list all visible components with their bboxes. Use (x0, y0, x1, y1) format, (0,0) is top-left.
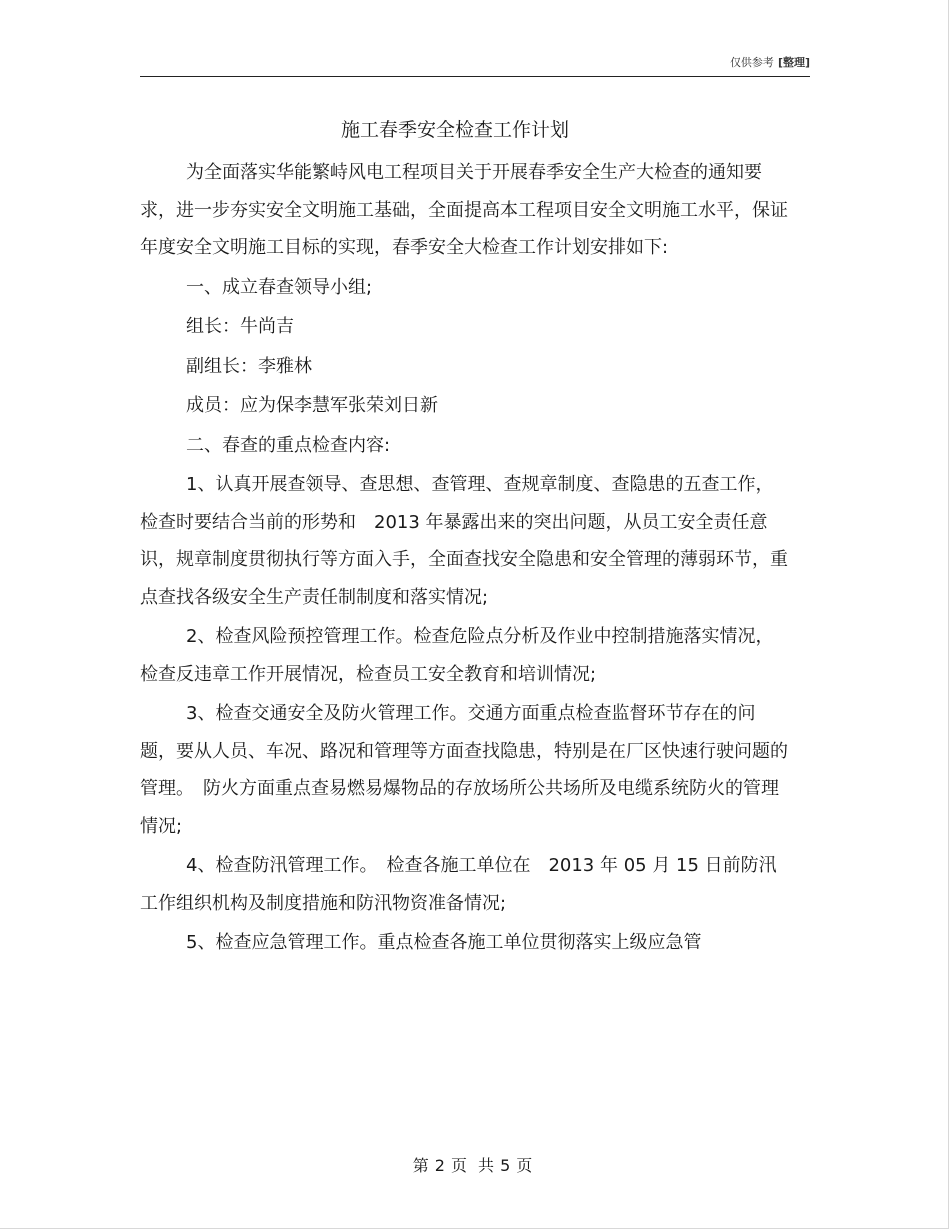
item-2-paragraph: 2、检查风险预控管理工作。检查危险点分析及作业中控制措施落实情况，检查反违章工作开展情况，检查员工安全教育和培训情况; (140, 626, 774, 685)
item-1-paragraph: 1、认真开展查领导、查思想、查管理、查规章制度、查隐患的五查工作，检查时要结合当前的形势和 2013 年暴露出来的突出问题，从员工安全责任意识，规章制度贯彻执行等方面入手，全面查找安全隐患和安全管理的薄弱环节，重点查找各级安全生产责任制制度和落实情况; (140, 474, 788, 608)
header-note: 仅供参考 (729, 56, 774, 69)
footer-total-pages: 5 (500, 1156, 511, 1175)
page-footer (0, 1155, 945, 1177)
team-members: 成员：应为保李慧军张荣刘日新 (186, 395, 438, 416)
team-leader: 组长：牛尚吉 (186, 316, 294, 337)
footer-page-unit: 页 (450, 1156, 467, 1175)
footer-total-prefix: 共 (478, 1156, 495, 1175)
document-body (140, 154, 790, 964)
section-two-heading: 二、春查的重点检查内容: (186, 434, 391, 456)
page-header (140, 54, 810, 77)
intro-paragraph: 为全面落实华能繁峙风电工程项目关于开展春季安全生产大检查的通知要求，进一步夯实安全文明施工基础，全面提高本工程项目安全文明施工水平，保证年度安全文明施工目标的实现，春季安全大检查工作计划安排如下: (140, 162, 788, 258)
item-5-paragraph: 5、检查应急管理工作。重点检查各施工单位贯彻落实上级应急管 (186, 932, 702, 953)
document-title: 施工春季安全检查工作计划 (340, 119, 569, 141)
header-tag: [整理] (777, 56, 810, 69)
item-4-paragraph: 4、检查防汛管理工作。 检查各施工单位在 2013 年 05 月 15 日前防汛工作组织机构及制度措施和防汛物资准备情况; (140, 855, 777, 914)
footer-page-number: 2 (434, 1156, 445, 1175)
section-one-heading: 一、成立春查领导小组; (186, 276, 373, 298)
item-3-paragraph: 3、检查交通安全及防火管理工作。交通方面重点检查监督环节存在的问题，要从人员、车况、路况和管理等方面查找隐患，特别是在厂区快速行驶问题的管理。 防火方面重点查易燃易爆物品的存放场所公共场所及电缆系统防火的管理情况; (140, 703, 788, 837)
footer-prefix: 第 (412, 1156, 429, 1175)
deputy-leader: 副组长：李雅林 (186, 355, 312, 377)
footer-total-unit: 页 (516, 1156, 533, 1175)
